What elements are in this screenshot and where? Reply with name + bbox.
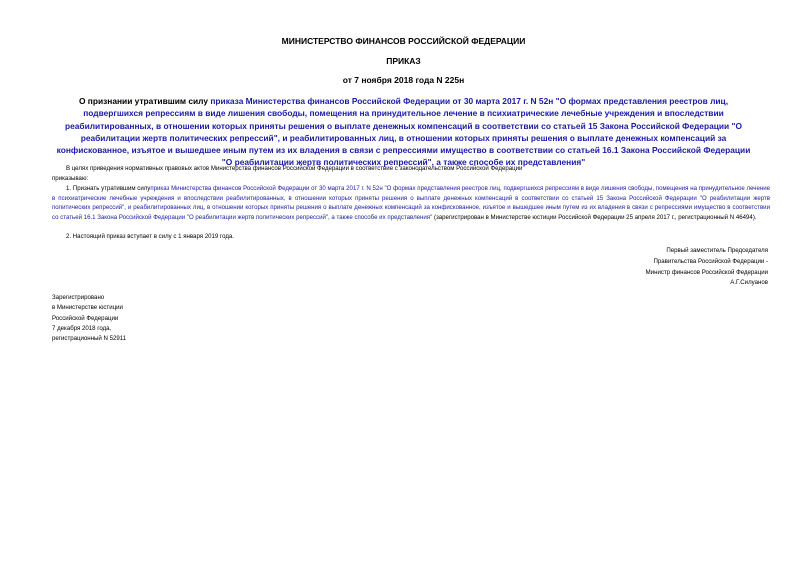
signature-block <box>646 246 768 289</box>
item-1-order-link[interactable]: приказ Министерства финансов Российской Федерации от 30 марта 2017 г. N 52н "О формах представления реестров лиц, подвергшихся репрессиям в виде лишения свободы, помещения на принудительное лечение в психиатрические лечебные учреждения и впоследствии реабилитированных, в отношении которых приняты решения о выплате денежных компенсаций в соответствии со статьей 15 Закона Российской Федерации "О реабилитации жертв политических репрессий", и реабилитированных лиц, в отношении которых приняты решения о выплате денежных компенсаций за конфискованное, изъятое и вышедшее иным путем из их владения в связи с репрессиями имущество в соответствии со статьей 16.1 Закона Российской Федерации "О реабилитации жертв политических репрессий", а также способе их представления" <box>52 185 770 221</box>
signature-line-1: Первый заместитель Председателя <box>666 247 768 254</box>
item-2-paragraph: 2. Настоящий приказ вступает в силу с 1 января 2019 года. <box>66 233 234 240</box>
signature-line-2: Правительства Российской Федерации - <box>653 257 768 265</box>
preamble-line-2: приказываю: <box>52 175 89 182</box>
registration-block <box>52 293 126 344</box>
registration-line-2: в Министерстве юстиции <box>52 304 123 312</box>
signatory-name: А.Г.Силуанов <box>730 279 768 287</box>
registration-line-3: Российской Федерации <box>52 314 119 322</box>
document-date-number: от 7 ноября 2018 года N 225н <box>342 75 465 85</box>
title-order-link[interactable]: приказа Министерства финансов Российской Федерации от 30 марта 2017 г. N 52н "О формах представления реестров лиц, подвергшихся репрессиям в виде лишения свободы, помещения на принудительное лечение в психиатрические лечебные учреждения и впоследствии реабилитированных, в отношении которых приняты решения о выплате денежных компенсаций в соответствии со статьей 15 Закона Российской Федерации "О реабилитации жертв политических репрессий", и реабилитированных лиц, в отношении которых приняты решения о выплате денежных компенсаций за конфискованное, изъятое и вышедшее иным путем из их владения в связи с репрессиями имущество в соответствии со статьей 16.1 Закона Российской Федерации "О реабилитации жертв политических репрессий", а также способе их представления" <box>56 96 751 168</box>
preamble-line-1: В целях приведения нормативных правовых актов Министерства финансов Российской Федерации в соответствие с законодательством Российской Федерации <box>66 165 523 172</box>
item-1-paragraph <box>52 184 770 222</box>
document-type: ПРИКАЗ <box>386 56 421 66</box>
signature-line-3: Министр финансов Российской Федерации <box>645 268 768 276</box>
registration-line-1: Зарегистрировано <box>52 294 105 301</box>
item-1-suffix: (зарегистрирован в Министерстве юстиции Российской Федерации 25 апреля 2017 г., регистрационный N 46494). <box>432 213 757 221</box>
ministry-heading: МИНИСТЕРСТВО ФИНАНСОВ РОССИЙСКОЙ ФЕДЕРАЦИИ <box>281 36 526 46</box>
title-prefix: О признании утратившим силу <box>78 96 211 106</box>
document-title <box>52 95 755 169</box>
item-1-prefix: 1. Признать утратившим силу <box>66 185 151 192</box>
registration-number: регистрационный N 52911 <box>52 335 127 343</box>
registration-date: 7 декабря 2018 года, <box>52 324 112 332</box>
